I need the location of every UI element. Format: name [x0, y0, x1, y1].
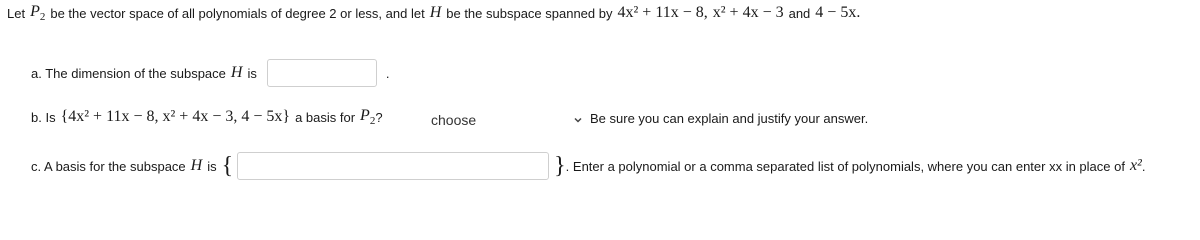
- part-a-label: a. The dimension of the subspace: [31, 65, 226, 81]
- space-p2: $P_2$: [30, 3, 46, 24]
- dimension-answer-input[interactable]: [267, 59, 377, 87]
- polynomial-1: 4x² + 11x − 8,: [617, 4, 708, 22]
- polynomial-3: 4 − 5x.: [815, 4, 861, 22]
- part-a-period: .: [385, 65, 390, 81]
- part-b-space-p2: $P_2$: [360, 107, 376, 128]
- part-c: [31, 152, 1145, 180]
- part-a: [31, 59, 389, 87]
- intro-spanned-text: be the subspace spanned by: [446, 5, 613, 21]
- select-value: choose: [431, 112, 477, 128]
- part-c-is: is: [207, 158, 217, 174]
- part-c-label: c. A basis for the subspace: [31, 158, 186, 174]
- part-c-hint-end: .: [1141, 158, 1146, 174]
- open-brace: {: [221, 153, 234, 179]
- polynomial-2: x² + 4x − 3: [712, 4, 784, 22]
- problem-statement: [7, 3, 860, 23]
- intro-let: Let: [7, 5, 26, 21]
- close-brace: }: [554, 153, 566, 179]
- polynomial-set: {4x² + 11x − 8, x² + 4x − 3, 4 − 5x}: [60, 108, 291, 126]
- part-a-subspace-h: H: [230, 64, 243, 81]
- chevron-down-icon: [574, 116, 582, 124]
- basis-answer-input[interactable]: [237, 152, 549, 180]
- part-b-basis-text: a basis for: [295, 109, 356, 125]
- part-b: [31, 107, 383, 127]
- part-c-hint-math: x²: [1129, 157, 1142, 174]
- basis-choice-select[interactable]: [423, 107, 584, 133]
- intro-space-text: be the vector space of all polynomials of degree 2 or less, and let: [50, 5, 425, 21]
- intro-and: and: [788, 5, 811, 21]
- part-a-is: is: [247, 65, 257, 81]
- part-c-hint: . Enter a polynomial or a comma separated list of polynomials, where you can enter xx in place of: [565, 158, 1125, 174]
- part-b-qmark: ?: [375, 109, 383, 125]
- part-b-hint: Be sure you can explain and justify your answer.: [590, 111, 869, 126]
- part-c-subspace-h: H: [190, 157, 203, 174]
- part-b-label: b. Is: [31, 109, 56, 125]
- subspace-h: H: [429, 4, 442, 22]
